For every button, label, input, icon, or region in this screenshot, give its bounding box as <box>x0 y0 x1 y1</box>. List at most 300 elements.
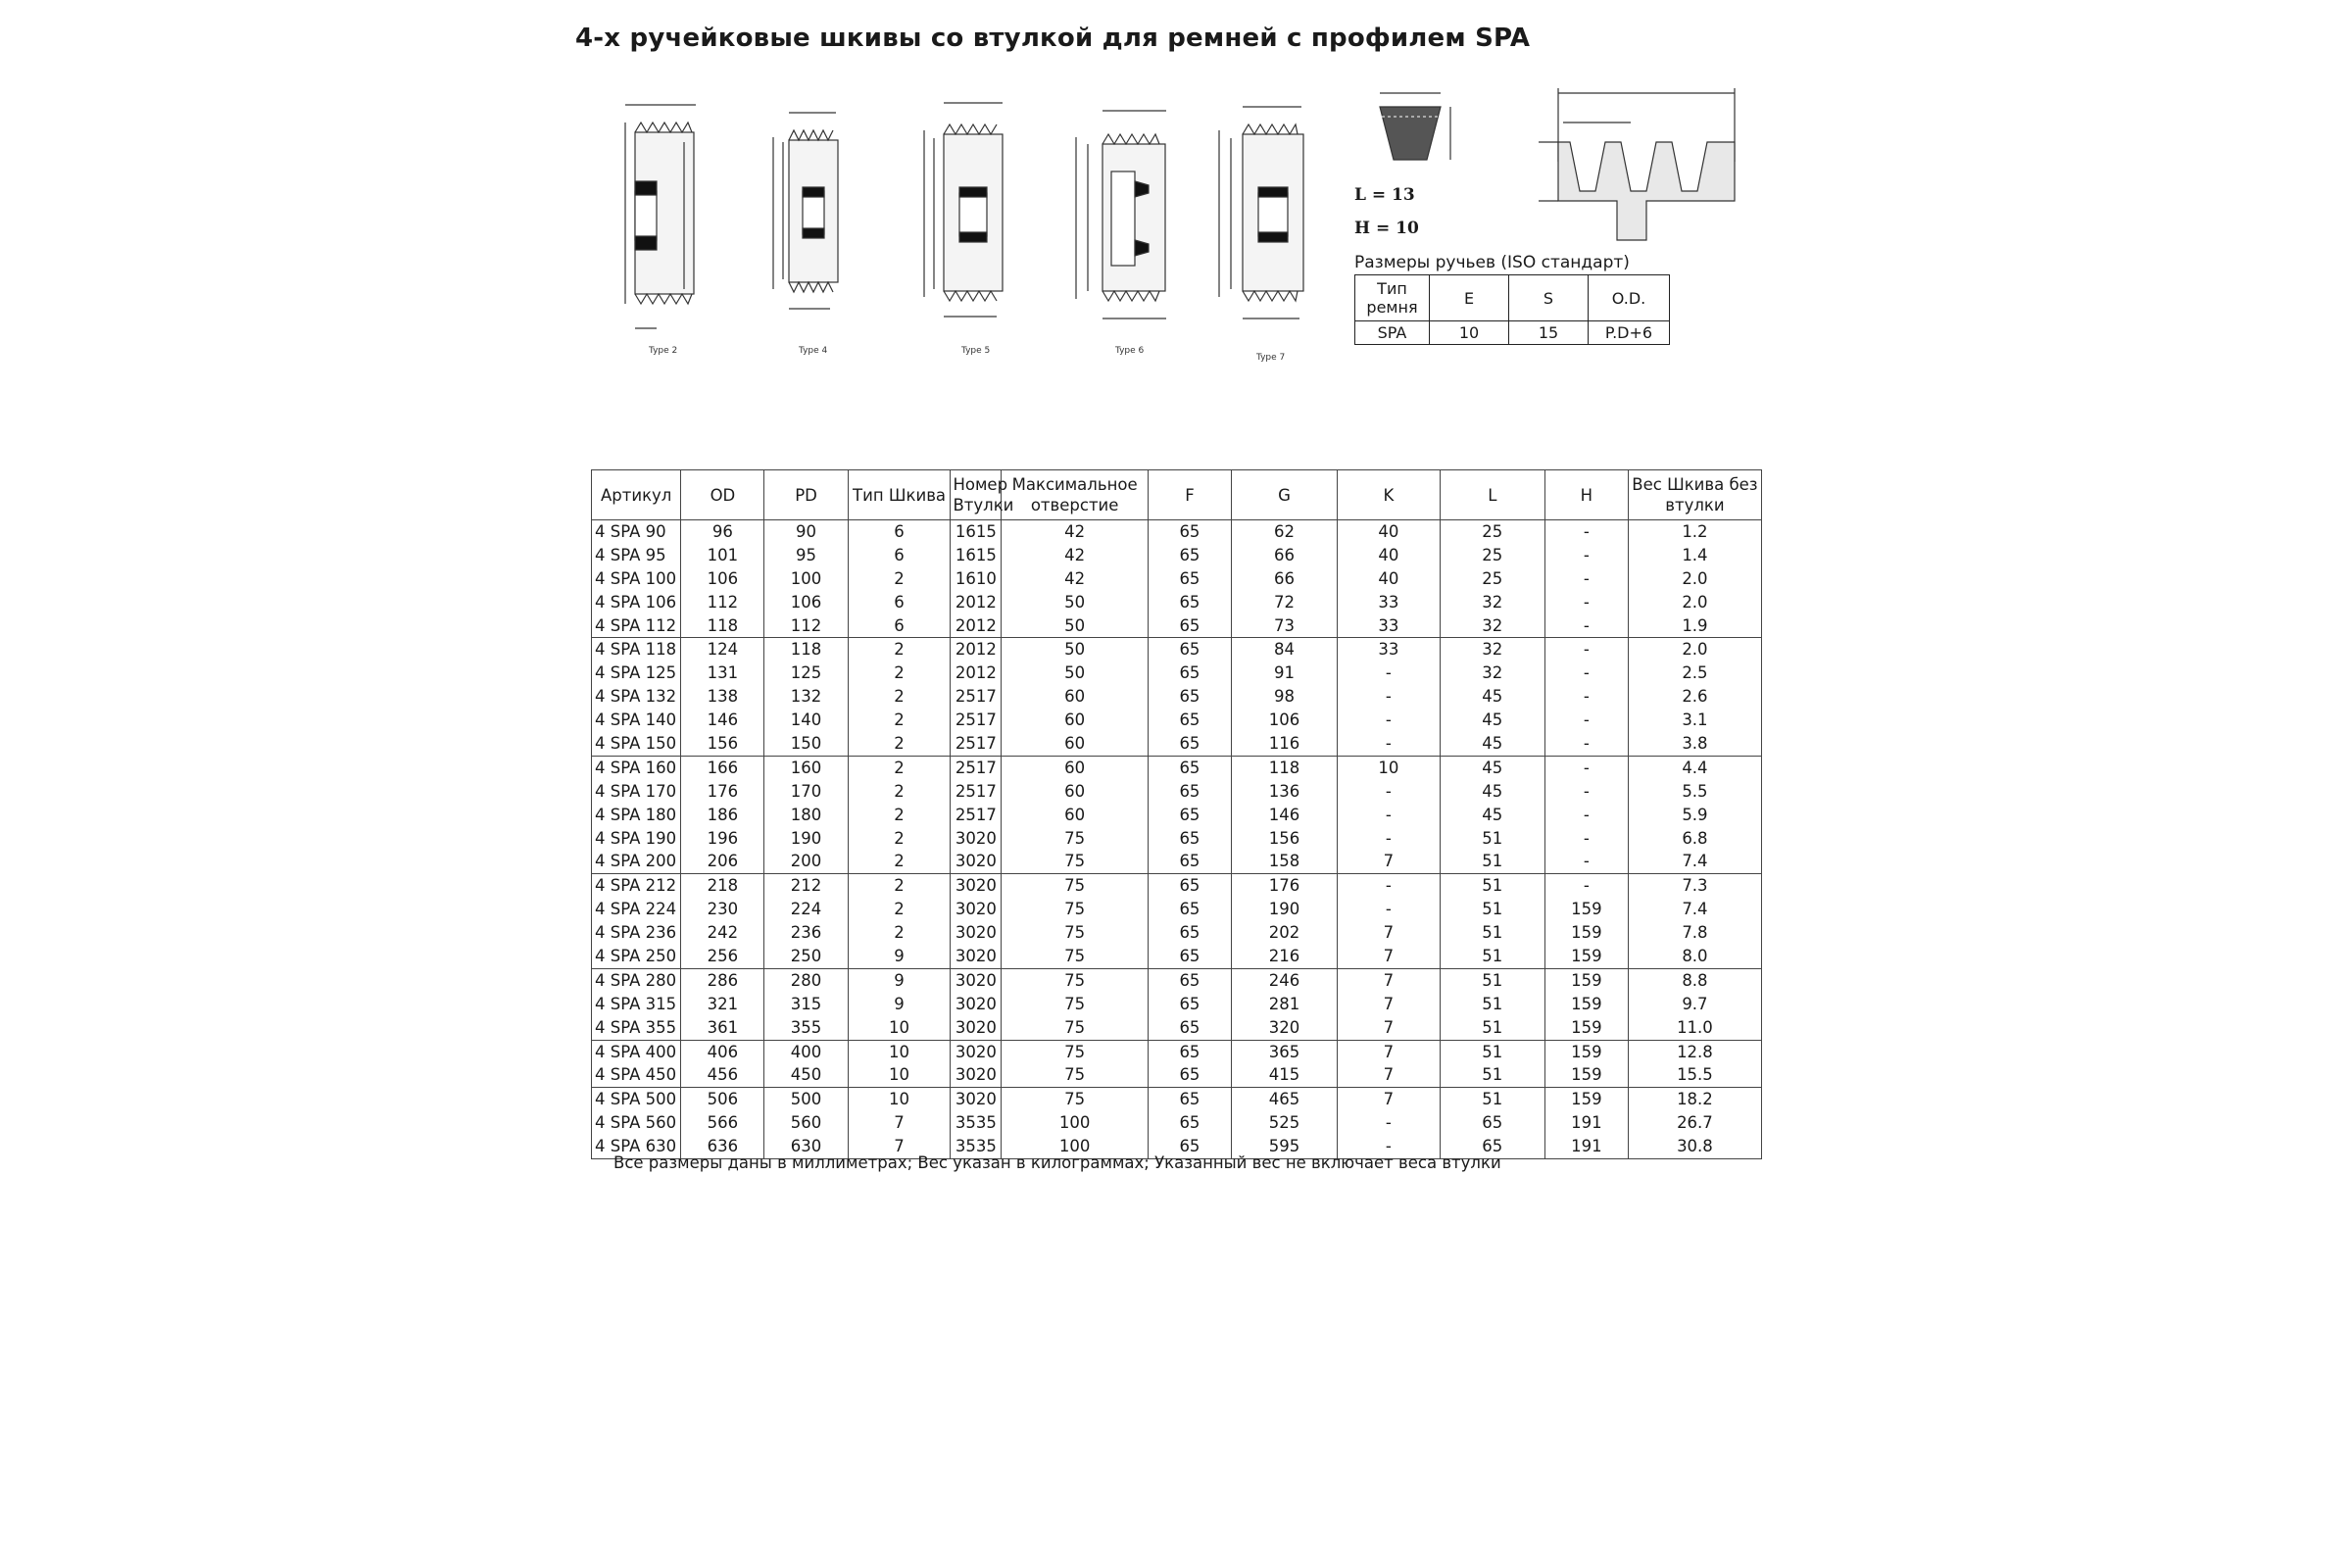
cell-od: 230 <box>681 898 764 921</box>
cell-od: 124 <box>681 638 764 662</box>
cell-k: 33 <box>1337 614 1440 638</box>
table-footnote: Все размеры даны в миллиметрах; Вес указан в килограммах; Указанный вес не включает веса втулки <box>613 1153 1501 1172</box>
cell-weight: 1.2 <box>1628 520 1761 544</box>
belt-l-dimension: L = 13 <box>1354 185 1415 205</box>
cell-g: 66 <box>1232 544 1338 567</box>
cell-max-bore: 60 <box>1002 709 1149 732</box>
groove-header-s: S <box>1509 275 1589 321</box>
cell-g: 190 <box>1232 898 1338 921</box>
cell-pulley-type: 2 <box>848 709 951 732</box>
cell-max-bore: 50 <box>1002 662 1149 685</box>
table-row <box>592 1111 1762 1135</box>
cell-f: 65 <box>1148 520 1231 544</box>
cell-f: 65 <box>1148 993 1231 1016</box>
cell-bushing: 3020 <box>951 945 1002 968</box>
cell-weight: 8.0 <box>1628 945 1761 968</box>
table-row <box>592 898 1762 921</box>
cell-max-bore: 60 <box>1002 685 1149 709</box>
cell-pulley-type: 2 <box>848 921 951 945</box>
table-row <box>592 1088 1762 1111</box>
cell-g: 106 <box>1232 709 1338 732</box>
cell-od: 566 <box>681 1111 764 1135</box>
cell-g: 72 <box>1232 591 1338 614</box>
cell-h: - <box>1544 709 1628 732</box>
cell-pd: 106 <box>764 591 848 614</box>
cell-f: 65 <box>1148 567 1231 591</box>
cell-article: 4 SPA 224 <box>592 898 681 921</box>
cell-g: 84 <box>1232 638 1338 662</box>
cell-od: 636 <box>681 1135 764 1158</box>
cell-g: 146 <box>1232 804 1338 827</box>
cell-g: 216 <box>1232 945 1338 968</box>
cell-g: 415 <box>1232 1063 1338 1087</box>
cell-pulley-type: 7 <box>848 1135 951 1158</box>
cell-h: - <box>1544 662 1628 685</box>
cell-max-bore: 75 <box>1002 993 1149 1016</box>
cell-weight: 15.5 <box>1628 1063 1761 1087</box>
cell-pd: 355 <box>764 1016 848 1040</box>
cell-h: 159 <box>1544 1063 1628 1087</box>
cell-k: 7 <box>1337 1063 1440 1087</box>
cell-f: 65 <box>1148 1063 1231 1087</box>
table-row <box>592 614 1762 638</box>
cell-od: 176 <box>681 780 764 804</box>
cell-bushing: 2517 <box>951 709 1002 732</box>
cell-weight: 7.4 <box>1628 850 1761 873</box>
cell-f: 65 <box>1148 827 1231 851</box>
cell-od: 506 <box>681 1088 764 1111</box>
cell-h: 159 <box>1544 993 1628 1016</box>
cell-article: 4 SPA 280 <box>592 968 681 992</box>
cell-max-bore: 75 <box>1002 827 1149 851</box>
groove-header-e: E <box>1430 275 1509 321</box>
cell-g: 136 <box>1232 780 1338 804</box>
cell-f: 65 <box>1148 1040 1231 1063</box>
cell-h: 159 <box>1544 1040 1628 1063</box>
cell-k: 33 <box>1337 591 1440 614</box>
cell-max-bore: 75 <box>1002 968 1149 992</box>
belt-h-dimension: H = 10 <box>1354 219 1419 238</box>
cell-f: 65 <box>1148 780 1231 804</box>
cell-weight: 2.0 <box>1628 567 1761 591</box>
header-od: OD <box>681 470 764 520</box>
cell-bushing: 3020 <box>951 827 1002 851</box>
cell-pd: 236 <box>764 921 848 945</box>
cell-article: 4 SPA 560 <box>592 1111 681 1135</box>
cell-h: 159 <box>1544 968 1628 992</box>
cell-weight: 1.9 <box>1628 614 1761 638</box>
cell-max-bore: 50 <box>1002 591 1149 614</box>
cell-k: 33 <box>1337 638 1440 662</box>
cell-pd: 400 <box>764 1040 848 1063</box>
table-row <box>592 1063 1762 1087</box>
cell-od: 286 <box>681 968 764 992</box>
cell-od: 456 <box>681 1063 764 1087</box>
cell-k: - <box>1337 732 1440 756</box>
cell-k: - <box>1337 874 1440 898</box>
cell-bushing: 1615 <box>951 544 1002 567</box>
cell-h: - <box>1544 567 1628 591</box>
cell-l: 25 <box>1440 544 1544 567</box>
cell-h: - <box>1544 874 1628 898</box>
cell-pulley-type: 2 <box>848 804 951 827</box>
groove-table-title: Размеры ручьев (ISO стандарт) <box>1354 253 1630 272</box>
cell-article: 4 SPA 630 <box>592 1135 681 1158</box>
cell-article: 4 SPA 450 <box>592 1063 681 1087</box>
cell-h: - <box>1544 544 1628 567</box>
cell-l: 51 <box>1440 874 1544 898</box>
cell-f: 65 <box>1148 709 1231 732</box>
cell-od: 196 <box>681 827 764 851</box>
cell-bushing: 3020 <box>951 968 1002 992</box>
groove-table-header <box>1355 275 1670 321</box>
groove-cell: 15 <box>1509 321 1589 345</box>
table-row <box>592 756 1762 779</box>
cell-k: 7 <box>1337 993 1440 1016</box>
cell-weight: 2.6 <box>1628 685 1761 709</box>
cell-bushing: 3020 <box>951 993 1002 1016</box>
table-row <box>592 993 1762 1016</box>
cell-weight: 5.9 <box>1628 804 1761 827</box>
cell-h: - <box>1544 827 1628 851</box>
cell-max-bore: 60 <box>1002 756 1149 779</box>
cell-k: 40 <box>1337 544 1440 567</box>
cell-g: 91 <box>1232 662 1338 685</box>
cell-l: 32 <box>1440 591 1544 614</box>
cell-h: 191 <box>1544 1135 1628 1158</box>
cell-od: 361 <box>681 1016 764 1040</box>
cell-article: 4 SPA 400 <box>592 1040 681 1063</box>
cell-weight: 3.1 <box>1628 709 1761 732</box>
cell-bushing: 2012 <box>951 591 1002 614</box>
table-row <box>592 804 1762 827</box>
cell-weight: 6.8 <box>1628 827 1761 851</box>
cell-od: 242 <box>681 921 764 945</box>
cell-weight: 12.8 <box>1628 1040 1761 1063</box>
cell-pd: 100 <box>764 567 848 591</box>
drawing-caption: Type 4 <box>799 346 828 356</box>
table-row <box>592 1040 1762 1063</box>
cell-bushing: 2517 <box>951 804 1002 827</box>
cell-l: 51 <box>1440 1016 1544 1040</box>
groove-cell: SPA <box>1355 321 1430 345</box>
cell-pd: 132 <box>764 685 848 709</box>
cell-pulley-type: 10 <box>848 1063 951 1087</box>
cell-od: 166 <box>681 756 764 779</box>
cell-f: 65 <box>1148 544 1231 567</box>
cell-pd: 140 <box>764 709 848 732</box>
cell-pulley-type: 9 <box>848 945 951 968</box>
cell-article: 4 SPA 212 <box>592 874 681 898</box>
cell-od: 256 <box>681 945 764 968</box>
table-row <box>592 638 1762 662</box>
header-weight: Вес Шкива без втулки <box>1628 470 1761 520</box>
cell-bushing: 3020 <box>951 1040 1002 1063</box>
cell-bushing: 2012 <box>951 614 1002 638</box>
cell-weight: 7.4 <box>1628 898 1761 921</box>
cell-k: 7 <box>1337 1088 1440 1111</box>
cell-k: 10 <box>1337 756 1440 779</box>
cell-pd: 280 <box>764 968 848 992</box>
cell-pulley-type: 2 <box>848 827 951 851</box>
cell-pulley-type: 2 <box>848 780 951 804</box>
cell-weight: 9.7 <box>1628 993 1761 1016</box>
cell-pulley-type: 7 <box>848 1111 951 1135</box>
cell-pd: 160 <box>764 756 848 779</box>
cell-pulley-type: 2 <box>848 874 951 898</box>
table-row <box>592 544 1762 567</box>
cell-od: 131 <box>681 662 764 685</box>
cell-weight: 2.5 <box>1628 662 1761 685</box>
cell-h: - <box>1544 780 1628 804</box>
groove-profile-drawing <box>1519 83 1764 260</box>
page-title: 4-х ручейковые шкивы со втулкой для ремней с профилем SPA <box>575 24 1531 53</box>
cell-weight: 26.7 <box>1628 1111 1761 1135</box>
cell-k: 40 <box>1337 567 1440 591</box>
cell-article: 4 SPA 200 <box>592 850 681 873</box>
pulley-type-5-drawing <box>914 83 1032 368</box>
cell-g: 156 <box>1232 827 1338 851</box>
cell-article: 4 SPA 90 <box>592 520 681 544</box>
cell-od: 96 <box>681 520 764 544</box>
cell-h: - <box>1544 614 1628 638</box>
cell-article: 4 SPA 132 <box>592 685 681 709</box>
cell-pulley-type: 10 <box>848 1040 951 1063</box>
cell-l: 45 <box>1440 709 1544 732</box>
cell-pd: 560 <box>764 1111 848 1135</box>
header-g: G <box>1232 470 1338 520</box>
cell-f: 65 <box>1148 1016 1231 1040</box>
table-row <box>592 780 1762 804</box>
cell-od: 218 <box>681 874 764 898</box>
drawing-caption: Type 5 <box>961 346 991 356</box>
cell-pd: 90 <box>764 520 848 544</box>
cell-max-bore: 75 <box>1002 1088 1149 1111</box>
pulley-specs-table <box>591 469 1762 1159</box>
cell-od: 138 <box>681 685 764 709</box>
cell-bushing: 3535 <box>951 1111 1002 1135</box>
cell-k: 40 <box>1337 520 1440 544</box>
cell-k: - <box>1337 1135 1440 1158</box>
table-row <box>592 685 1762 709</box>
table-row <box>592 874 1762 898</box>
cell-l: 32 <box>1440 638 1544 662</box>
cell-g: 118 <box>1232 756 1338 779</box>
cell-h: - <box>1544 685 1628 709</box>
cell-max-bore: 42 <box>1002 520 1149 544</box>
cell-k: 7 <box>1337 921 1440 945</box>
cell-l: 32 <box>1440 614 1544 638</box>
cell-max-bore: 42 <box>1002 567 1149 591</box>
cell-pulley-type: 2 <box>848 685 951 709</box>
pulley-type-6-drawing <box>1058 83 1196 368</box>
cell-k: 7 <box>1337 850 1440 873</box>
cell-h: - <box>1544 756 1628 779</box>
cell-article: 4 SPA 315 <box>592 993 681 1016</box>
cell-k: 7 <box>1337 968 1440 992</box>
cell-pulley-type: 2 <box>848 850 951 873</box>
cell-pulley-type: 2 <box>848 756 951 779</box>
cell-bushing: 1610 <box>951 567 1002 591</box>
cell-k: - <box>1337 804 1440 827</box>
cell-max-bore: 60 <box>1002 804 1149 827</box>
cell-bushing: 3535 <box>951 1135 1002 1158</box>
cell-h: 191 <box>1544 1111 1628 1135</box>
header-bushing-number: Номер Втулки <box>951 470 1002 520</box>
cell-h: 159 <box>1544 1088 1628 1111</box>
cell-max-bore: 75 <box>1002 921 1149 945</box>
cell-article: 4 SPA 95 <box>592 544 681 567</box>
cell-g: 365 <box>1232 1040 1338 1063</box>
cell-pd: 118 <box>764 638 848 662</box>
header-k: K <box>1337 470 1440 520</box>
cell-bushing: 2012 <box>951 662 1002 685</box>
cell-pd: 170 <box>764 780 848 804</box>
cell-od: 186 <box>681 804 764 827</box>
cell-weight: 18.2 <box>1628 1088 1761 1111</box>
drawing-caption: Type 2 <box>649 346 678 356</box>
cell-g: 176 <box>1232 874 1338 898</box>
cell-pd: 315 <box>764 993 848 1016</box>
cell-weight: 30.8 <box>1628 1135 1761 1158</box>
cell-max-bore: 75 <box>1002 1063 1149 1087</box>
cell-weight: 11.0 <box>1628 1016 1761 1040</box>
cell-l: 51 <box>1440 968 1544 992</box>
cell-max-bore: 60 <box>1002 732 1149 756</box>
cell-l: 45 <box>1440 685 1544 709</box>
cell-h: - <box>1544 804 1628 827</box>
cell-max-bore: 75 <box>1002 874 1149 898</box>
cell-bushing: 3020 <box>951 850 1002 873</box>
cell-weight: 4.4 <box>1628 756 1761 779</box>
cell-article: 4 SPA 500 <box>592 1088 681 1111</box>
cell-l: 25 <box>1440 520 1544 544</box>
cell-k: - <box>1337 827 1440 851</box>
table-header-row <box>592 470 1762 520</box>
cell-weight: 8.8 <box>1628 968 1761 992</box>
table-row <box>592 850 1762 873</box>
cell-bushing: 2517 <box>951 732 1002 756</box>
cell-l: 51 <box>1440 1040 1544 1063</box>
cell-pd: 224 <box>764 898 848 921</box>
cell-pulley-type: 2 <box>848 638 951 662</box>
cell-l: 32 <box>1440 662 1544 685</box>
cell-g: 73 <box>1232 614 1338 638</box>
pulley-type-7-drawing <box>1205 83 1323 368</box>
cell-l: 51 <box>1440 1063 1544 1087</box>
cell-pulley-type: 2 <box>848 732 951 756</box>
groove-table-row <box>1355 321 1670 345</box>
groove-header-belt-type: Тип ремня <box>1355 275 1430 321</box>
cell-g: 66 <box>1232 567 1338 591</box>
cell-l: 65 <box>1440 1111 1544 1135</box>
cell-g: 158 <box>1232 850 1338 873</box>
cell-f: 65 <box>1148 614 1231 638</box>
pulley-type-2-drawing <box>608 83 715 368</box>
cell-k: - <box>1337 662 1440 685</box>
cell-g: 281 <box>1232 993 1338 1016</box>
cell-l: 51 <box>1440 921 1544 945</box>
cell-pd: 250 <box>764 945 848 968</box>
cell-l: 65 <box>1440 1135 1544 1158</box>
drawing-caption: Type 6 <box>1115 346 1145 356</box>
cell-article: 4 SPA 106 <box>592 591 681 614</box>
cell-article: 4 SPA 190 <box>592 827 681 851</box>
cell-f: 65 <box>1148 1111 1231 1135</box>
cell-pulley-type: 9 <box>848 993 951 1016</box>
cell-h: 159 <box>1544 1016 1628 1040</box>
table-row <box>592 662 1762 685</box>
cell-k: - <box>1337 1111 1440 1135</box>
cell-pd: 112 <box>764 614 848 638</box>
cell-g: 246 <box>1232 968 1338 992</box>
cell-article: 4 SPA 150 <box>592 732 681 756</box>
cell-bushing: 1615 <box>951 520 1002 544</box>
cell-article: 4 SPA 140 <box>592 709 681 732</box>
cell-weight: 3.8 <box>1628 732 1761 756</box>
cell-l: 51 <box>1440 1088 1544 1111</box>
cell-f: 65 <box>1148 1088 1231 1111</box>
cell-max-bore: 75 <box>1002 945 1149 968</box>
cell-l: 25 <box>1440 567 1544 591</box>
cell-od: 406 <box>681 1040 764 1063</box>
table-row <box>592 827 1762 851</box>
cell-f: 65 <box>1148 1135 1231 1158</box>
header-pulley-type: Тип Шкива <box>848 470 951 520</box>
cell-article: 4 SPA 118 <box>592 638 681 662</box>
cell-pd: 190 <box>764 827 848 851</box>
cell-f: 65 <box>1148 874 1231 898</box>
cell-article: 4 SPA 355 <box>592 1016 681 1040</box>
cell-max-bore: 75 <box>1002 850 1149 873</box>
cell-bushing: 2517 <box>951 685 1002 709</box>
cell-l: 45 <box>1440 732 1544 756</box>
cell-l: 45 <box>1440 756 1544 779</box>
cell-max-bore: 60 <box>1002 780 1149 804</box>
cell-g: 465 <box>1232 1088 1338 1111</box>
cell-pd: 150 <box>764 732 848 756</box>
cell-article: 4 SPA 112 <box>592 614 681 638</box>
cell-f: 65 <box>1148 591 1231 614</box>
cell-weight: 2.0 <box>1628 638 1761 662</box>
cell-f: 65 <box>1148 638 1231 662</box>
cell-k: 7 <box>1337 1040 1440 1063</box>
header-f: F <box>1148 470 1231 520</box>
cell-g: 525 <box>1232 1111 1338 1135</box>
header-max-bore: Максимальное отверстие <box>1002 470 1149 520</box>
cell-bushing: 2517 <box>951 756 1002 779</box>
cell-od: 112 <box>681 591 764 614</box>
cell-article: 4 SPA 170 <box>592 780 681 804</box>
cell-pd: 212 <box>764 874 848 898</box>
cell-article: 4 SPA 250 <box>592 945 681 968</box>
cell-f: 65 <box>1148 804 1231 827</box>
cell-bushing: 3020 <box>951 1016 1002 1040</box>
cell-max-bore: 75 <box>1002 898 1149 921</box>
cell-pulley-type: 6 <box>848 591 951 614</box>
cell-max-bore: 42 <box>1002 544 1149 567</box>
cell-h: 159 <box>1544 945 1628 968</box>
cell-weight: 2.0 <box>1628 591 1761 614</box>
cell-k: - <box>1337 780 1440 804</box>
cell-article: 4 SPA 236 <box>592 921 681 945</box>
cell-pulley-type: 6 <box>848 614 951 638</box>
cell-h: - <box>1544 638 1628 662</box>
cell-k: - <box>1337 709 1440 732</box>
cell-pulley-type: 2 <box>848 567 951 591</box>
cell-g: 595 <box>1232 1135 1338 1158</box>
cell-weight: 1.4 <box>1628 544 1761 567</box>
